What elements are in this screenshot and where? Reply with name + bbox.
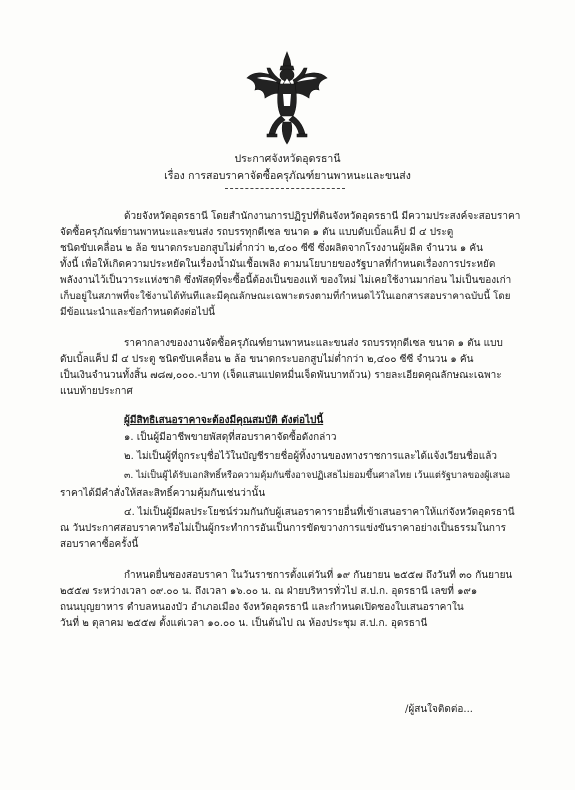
qualification-item-1: ๑. เป็นผู้มีอาชีพขายพัสดุที่สอบราคาจัดซื้อดังกล่าว [124,432,337,443]
price-line-3: เป็นเงินจำนวนทั้งสิ้น ๗๘๗,๐๐๐.-บาท (เจ็ดแสนแปดหมื่นเจ็ดพันบาทถ้วน) รายละเอียดคุณลักษณะเฉพาะ [60,370,502,381]
qualification-item-3: ๓. ไม่เป็นผู้ได้รับเอกสิทธิ์หรือความคุ้มกันซึ่งอาจปฏิเสธไม่ยอมขึ้นศาลไทย เว้นแต่รัฐบาลของผู้เสนอ [124,470,511,481]
garuda-emblem-icon [243,50,331,146]
qualification-item-4-cont-2: สอบราคาซื้อครั้งนี้ [60,539,139,550]
intro-line-3: ชนิดขับเคลื่อน ๒ ล้อ ขนาดกระบอกสูบไม่ต่ำกว่า ๒,๔๐๐ ซีซี ซึ่งผลิตจากโรงงานผู้ผลิต จำนวน ๑ คัน [60,243,483,254]
qualification-item-4: ๔. ไม่เป็นผู้มีผลประโยชน์ร่วมกันกับผู้เสนอราคารายอื่นที่เข้าเสนอราคาให้แก่จังหวัดอุดรธานี [124,507,515,518]
intro-line-6: เก็บอยู่ในสภาพที่จะใช้งานได้ทันทีและมีคุณลักษณะเฉพาะตรงตามที่กำหนดไว้ในเอกสารสอบราคาฉบับนี้ โดย [60,291,511,302]
intro-line-2: จัดซื้อครุภัณฑ์ยานพาหนะและขนส่ง รถบรรทุกดีเซล ขนาด ๑ ตัน แบบดับเบิ้ลแค็ป มี ๔ ประตู [60,227,454,238]
qualification-item-4-cont-1: ณ วันประกาศสอบราคาหรือไม่เป็นผู้กระทำการอันเป็นการขัดขวางการแข่งขันราคาอย่างเป็นธรรมในการ [60,523,506,534]
title-divider [225,188,345,189]
schedule-line-2: ๒๕๕๗ ระหว่างเวลา ๐๙.๐๐ น. ถึงเวลา ๑๖.๐๐ น. ณ ฝ่ายบริหารทั่วไป ส.ป.ก. อุดรธานี เลขที่ ๑๙๑ [60,586,478,597]
schedule-line-1: กำหนดยื่นซองสอบราคา ในวันราชการตั้งแต่วันที่ ๑๙ กันยายน ๒๕๕๗ ถึงวันที่ ๓๐ กันยายน [124,570,513,581]
price-line-2: ดับเบิ้ลแค็ป มี ๔ ประตู ชนิดขับเคลื่อน ๒ ล้อ ขนาดกระบอกสูบไม่ต่ำกว่า ๒,๔๐๐ ซีซี จำนวน ๑ คัน [60,354,474,365]
schedule-line-3: ถนนบุญยาหาร ตำบลหนองบัว อำเภอเมือง จังหวัดอุดรธานี และกำหนดเปิดซองใบเสนอราคาใน [60,602,464,613]
qualifications-heading: ผู้มีสิทธิเสนอราคาจะต้องมีคุณสมบัติ ดังต่อไปนี้ [124,415,324,426]
document-title: ประกาศจังหวัดอุดรธานี [234,153,341,165]
intro-line-5: พลังงานไว้เป็นวาระแห่งชาติ ซึ่งพัสดุที่จะซื้อนี้ต้องเป็นของแท้ ของใหม่ ไม่เคยใช้งานมาก่อน ไม่เป็นของเก่า [60,275,512,286]
continued-note: /ผู้สนใจติดต่อ... [405,704,473,715]
document-subject: เรื่อง การสอบราคาจัดซื้อครุภัณฑ์ยานพาหนะและขนส่ง [164,170,411,182]
price-line-1: ราคากลางของงานจัดซื้อครุภัณฑ์ยานพาหนะและขนส่ง รถบรรทุกดีเซล ขนาด ๑ ตัน แบบ [124,338,503,349]
intro-line-1: ด้วยจังหวัดอุดรธานี โดยสำนักงานการปฏิรูปที่ดินจังหวัดอุดรธานี มีความประสงค์จะสอบราคา [124,211,521,222]
price-line-4: แนบท้ายประกาศ [60,386,133,397]
schedule-line-4: วันที่ ๒ ตุลาคม ๒๕๕๗ ตั้งแต่เวลา ๑๐.๐๐ น. เป็นต้นไป ณ ห้องประชุม ส.ป.ก. อุดรธานี [60,618,428,629]
qualification-item-3-cont: ราคาได้มีคำสั่งให้สละสิทธิ์ความคุ้มกันเช่นว่านั้น [60,488,266,499]
intro-line-4: ทั้งนี้ เพื่อให้เกิดความประหยัดในเรื่องน้ำมันเชื้อเพลิง ตามนโยบายของรัฐบาลที่กำหนดเรื่องการประหยัด [60,259,496,270]
intro-line-7: มีข้อแนะนำและข้อกำหนดดังต่อไปนี้ [60,307,216,318]
qualification-item-2: ๒. ไม่เป็นผู้ที่ถูกระบุชื่อไว้ในบัญชีรายชื่อผู้ทิ้งงานของทางราชการและได้แจ้งเวียนชื่อแล้ว [124,451,497,462]
